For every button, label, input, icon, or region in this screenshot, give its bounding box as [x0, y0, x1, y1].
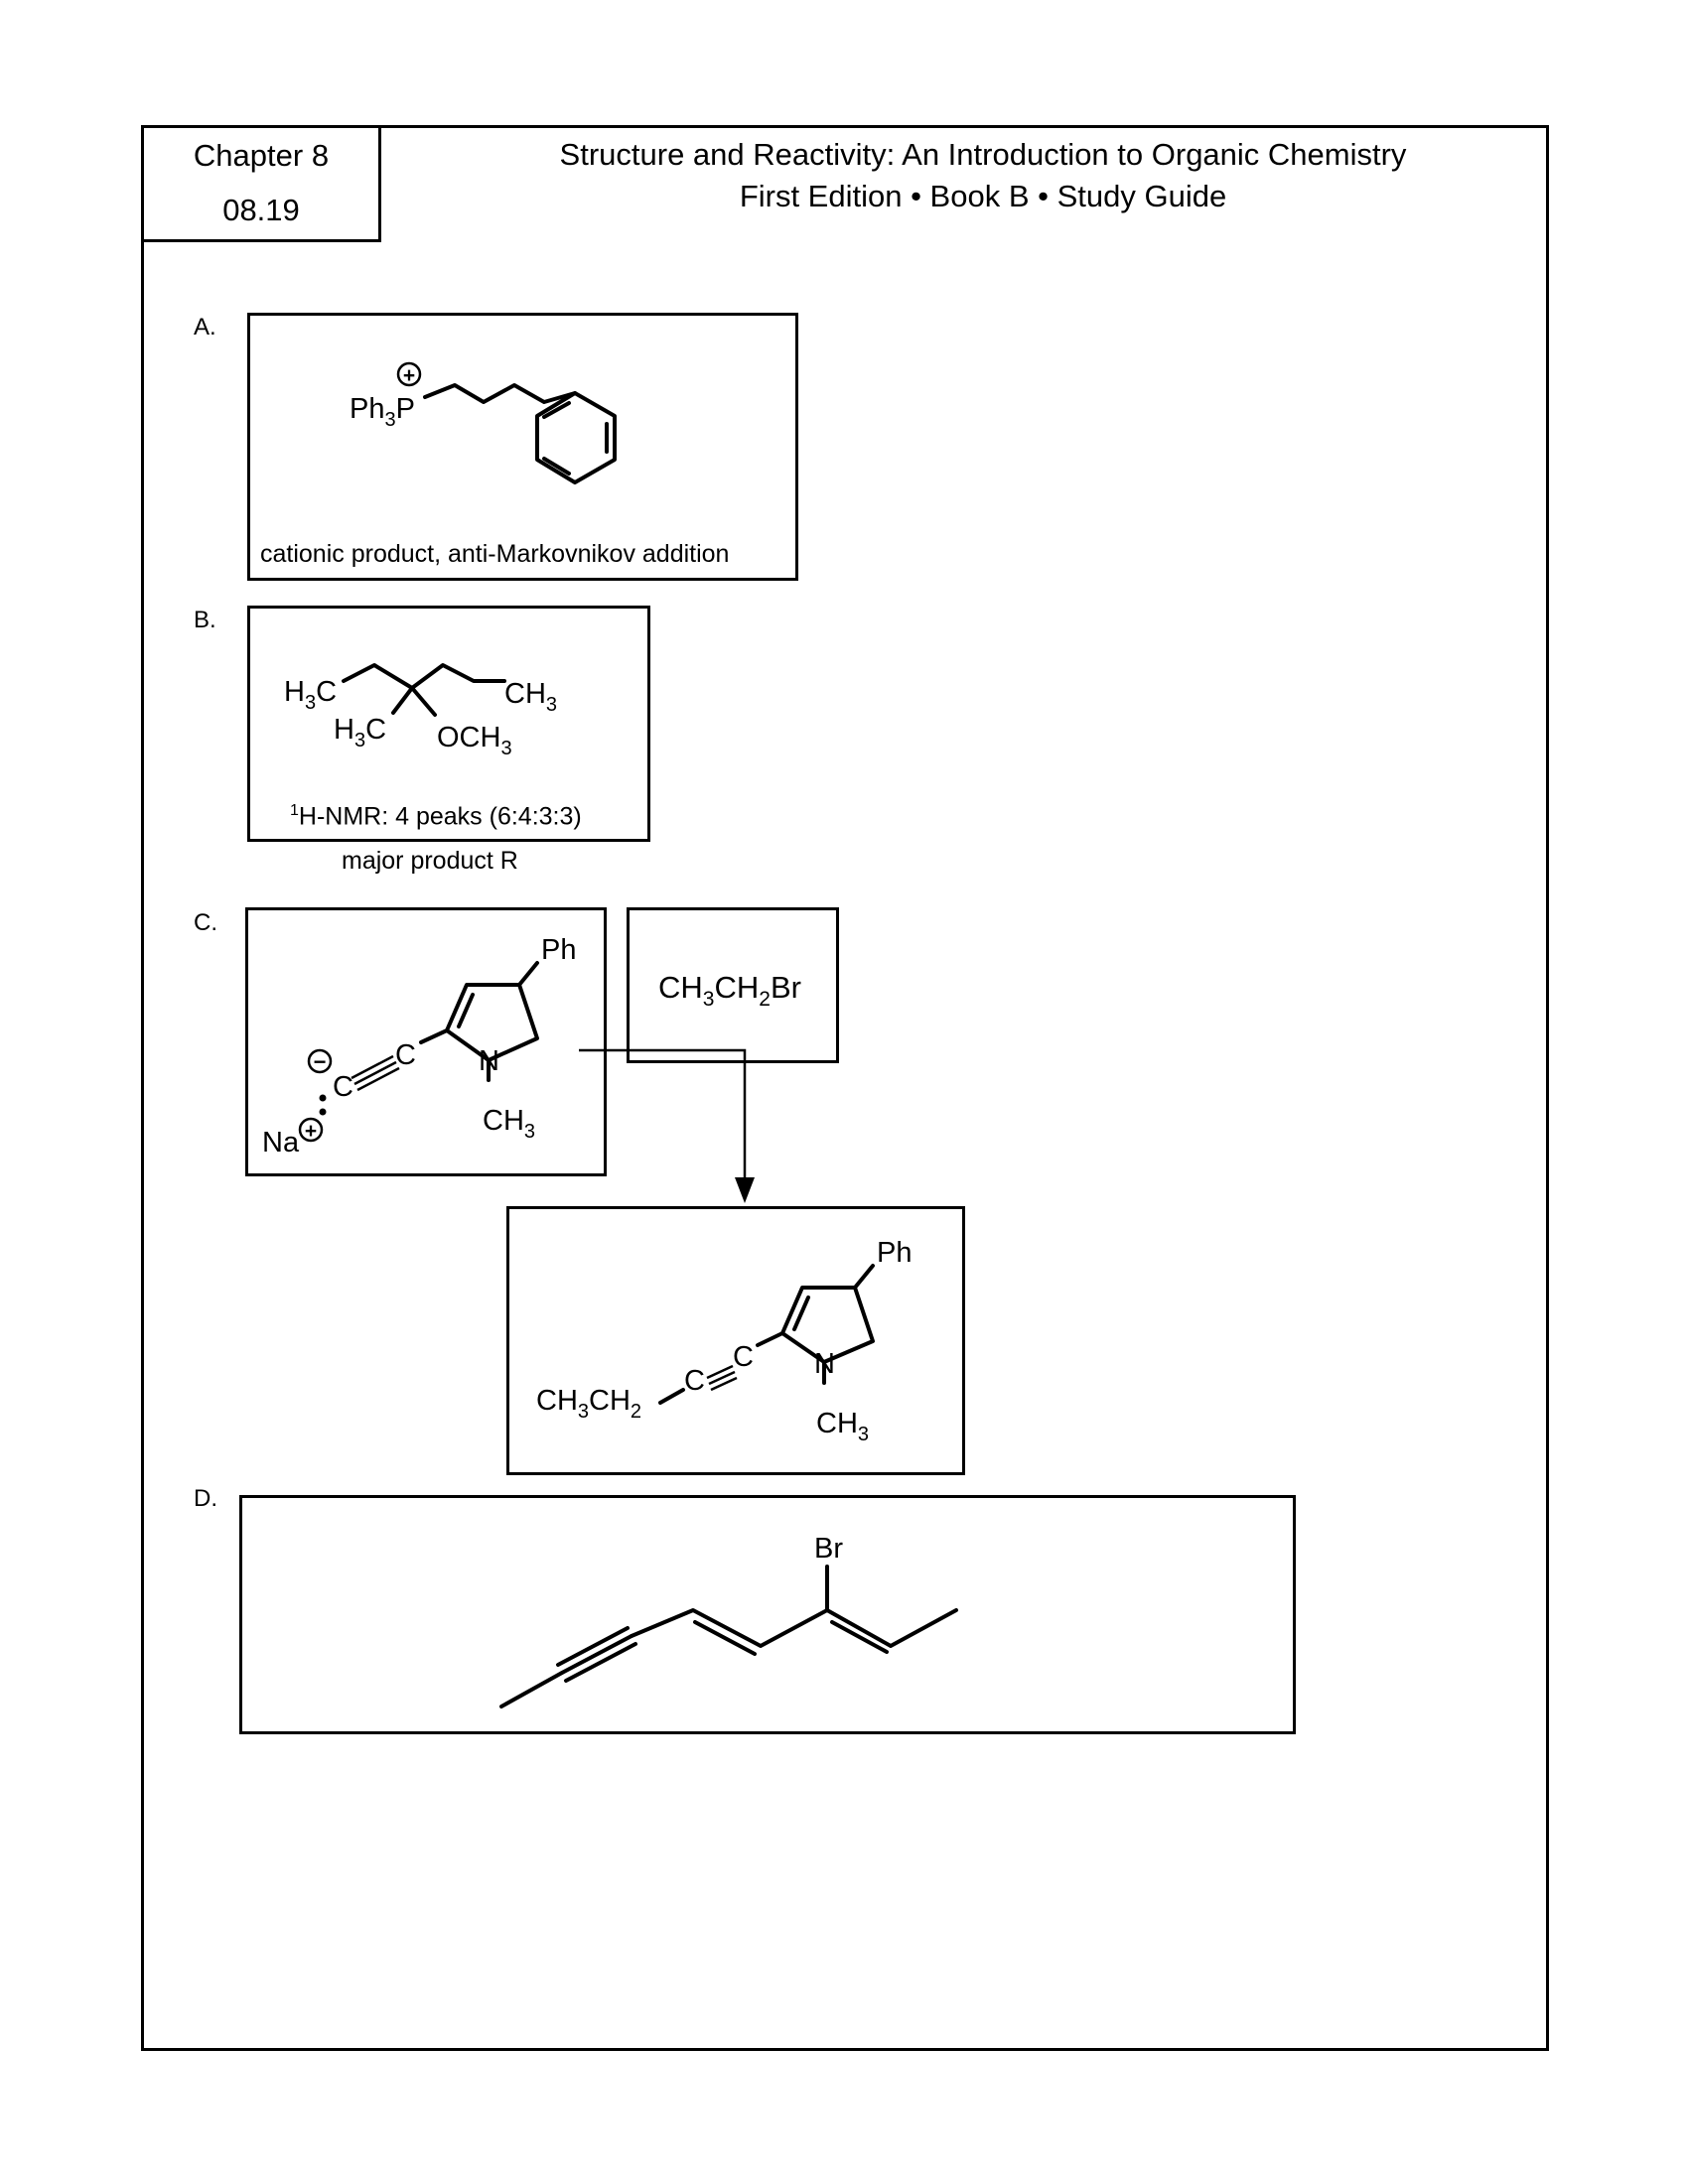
structure-a: [350, 363, 615, 482]
product-ethyl-bond: [660, 1390, 683, 1403]
label-a: A.: [194, 314, 216, 341]
negative-charge-sign: −: [313, 1049, 327, 1074]
structure-d: [501, 1533, 956, 1706]
positive-charge-sign: +: [402, 364, 416, 387]
chapter-label: Chapter 8: [193, 138, 330, 173]
propyl-chain: [425, 385, 575, 402]
alkyne-terminal-bond: [501, 1673, 562, 1706]
alkyne-c2-text: C: [333, 1071, 353, 1103]
structure-c-product: [536, 1237, 912, 1445]
h3c-top-text: $H_3C$: [284, 676, 338, 714]
n-text: N: [479, 1045, 499, 1077]
ch3-text: $CH_3$: [504, 678, 558, 716]
book-subtitle: First Edition • Book B • Study Guide: [739, 179, 1227, 213]
product-ch3-text: $CH_3$: [816, 1408, 870, 1445]
problem-number: 08.19: [222, 193, 300, 227]
arrow-head-icon: [735, 1177, 755, 1203]
alkyne-link: [421, 1030, 447, 1042]
diene-chain: [632, 1610, 956, 1646]
br-text: Br: [814, 1533, 843, 1565]
positive-charge-sign: +: [304, 1120, 318, 1143]
ph-text: Ph: [541, 934, 577, 966]
pentane-chain: [344, 665, 504, 688]
product-triple-bond-1: [707, 1366, 733, 1378]
label-b: B.: [194, 607, 216, 633]
structure-c-reactant: [262, 934, 576, 1159]
label-d: D.: [194, 1485, 217, 1512]
benzene-ring: [537, 393, 615, 482]
product-n-text: N: [814, 1348, 835, 1380]
h3c-bottom-text: $H_3C$: [334, 714, 387, 751]
och3-text: $OCH_3$: [437, 722, 512, 759]
ph3p-text: $Ph_3P$: [350, 393, 415, 431]
triple-bond-line: [566, 1644, 635, 1681]
caption-a: cationic product, anti-Markovnikov addition: [260, 540, 730, 568]
caption-b-major: major product R: [342, 847, 518, 875]
triple-bond-line: [558, 1628, 628, 1665]
reagent-text: $CH_3CH_2Br$: [658, 970, 801, 1011]
ch3-text: $CH_3$: [483, 1105, 536, 1143]
lone-pair-dot: [320, 1109, 327, 1116]
reaction-arrow: [579, 1050, 745, 1183]
na-text: Na: [262, 1127, 300, 1159]
nmr-text: H-NMR: 4 peaks (6:4:3:3): [298, 802, 582, 831]
label-c: C.: [194, 909, 217, 936]
triple-bond-line: [562, 1636, 632, 1673]
product-ph-bond: [855, 1266, 873, 1288]
nmr-superscript: 1: [290, 802, 299, 819]
methoxy-bond: [412, 688, 435, 715]
methyl-bond: [393, 688, 412, 713]
product-c1-text: C: [733, 1341, 754, 1373]
product-c2-text: C: [684, 1365, 705, 1397]
lone-pair-dot: [320, 1095, 327, 1102]
product-ethyl-text: $CH_3CH_2$: [536, 1385, 642, 1423]
book-title: Structure and Reactivity: An Introduction to Organic Chemistry: [559, 137, 1407, 172]
alkyne-c1-text: C: [395, 1039, 416, 1071]
structure-b: [284, 665, 557, 759]
product-triple-bond-3: [711, 1378, 737, 1390]
product-triple-bond-2: [709, 1372, 735, 1384]
product-alkyne-link: [758, 1333, 782, 1345]
ph-bond: [519, 963, 537, 985]
product-ph-text: Ph: [877, 1237, 913, 1269]
